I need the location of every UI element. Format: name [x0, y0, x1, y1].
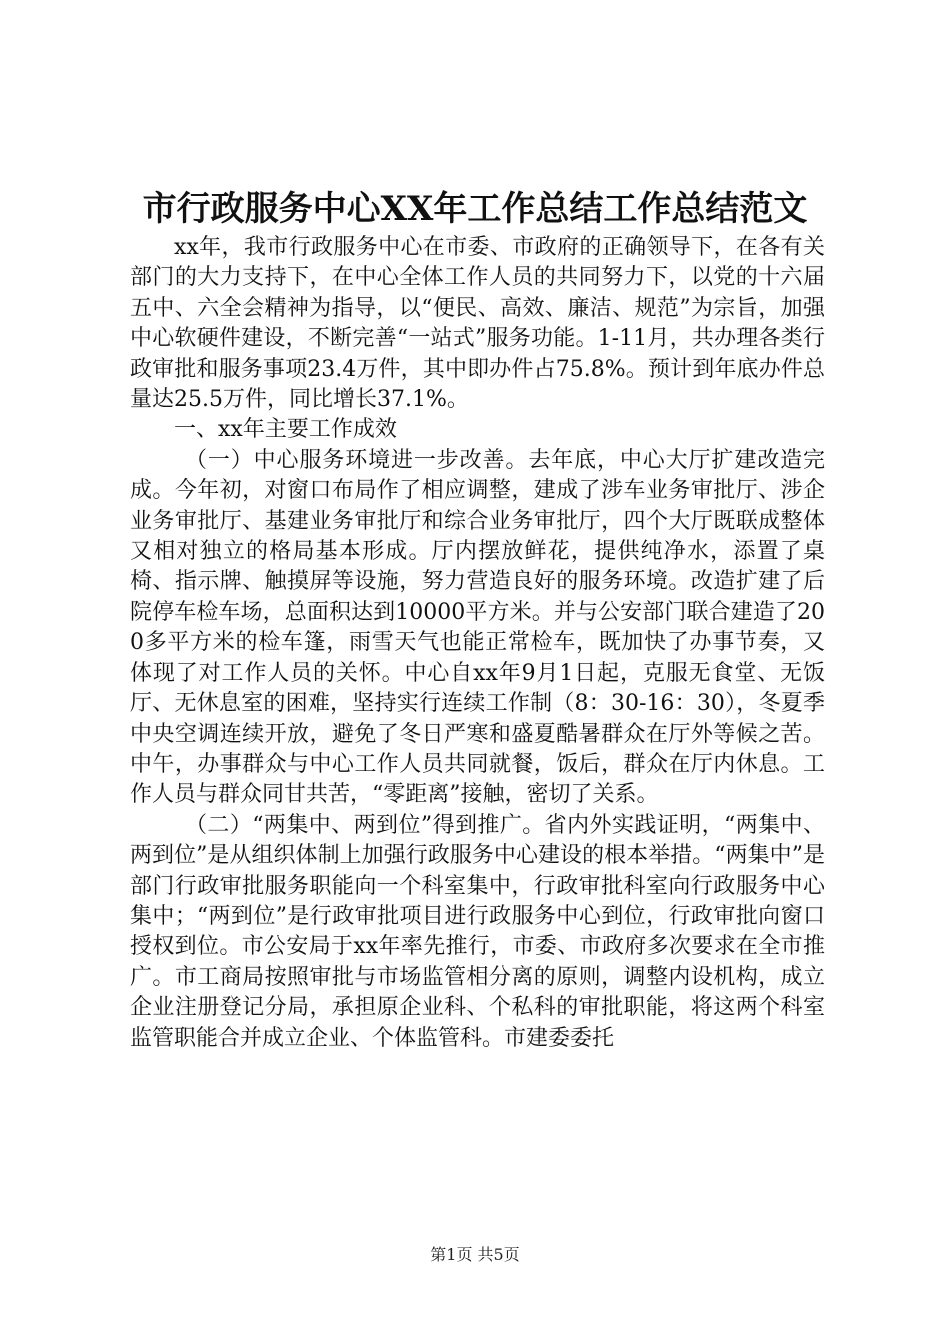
document-body [130, 233, 825, 1054]
section-heading: 一、xx年主要工作成效 [174, 417, 397, 443]
page-footer: 第1页 共5页 [430, 1245, 520, 1264]
document-title: 市行政服务中心XX年工作总结工作总结范文 [142, 189, 808, 229]
paragraph-environment: （一）中心服务环境进一步改善。去年底，中心大厅扩建改造完成。今年初，对窗口布局作了相应调整，建成了涉车业务审批厅、涉企业务审批厅、基建业务审批厅和综合业务审批厅，四个大厅既联成整体又相对独立的格局基本形成。厅内摆放鲜花，提供纯净水，添置了桌椅、指示牌、触摸屏等设施，努力营造良好的服务环境。改造扩建了后院停车检车场，总面积达到10000平方米。并与公安部门联合建造了200多平方米的检车篷，雨雪天气也能正常检车，既加快了办事节奏，又体现了对工作人员的关怀。中心自xx年9月1日起，克服无食堂、无饭厅、无休息室的困难，坚持实行连续工作制（8：30-16：30），冬夏季中央空调连续开放，避免了冬日严寒和盛夏酷暑群众在厅外等候之苦。中午，办事群众与中心工作人员共同就餐，饭后，群众在厅内休息。工作人员与群众同甘共苦，“零距离”接触，密切了关系。 [130, 447, 825, 808]
paragraph-two-centralizations: （二）“两集中、两到位”得到推广。省内外实践证明，“两集中、两到位”是从组织体制上加强行政服务中心建设的根本举措。“两集中”是部门行政审批服务职能向一个科室集中，行政审批科室向行政服务中心集中；“两到位”是行政审批项目进行政服务中心到位，行政审批向窗口授权到位。市公安局于xx年率先推行，市委、市政府多次要求在全市推广。市工商局按照审批与市场监管相分离的原则，调整内设机构，成立企业注册登记分局，承担原企业科、个私科的审批职能，将这两个科室监管职能合并成立企业、个体监管科。市建委委托 [130, 812, 825, 1051]
paragraph-intro: xx年，我市行政服务中心在市委、市政府的正确领导下，在各有关部门的大力支持下，在中心全体工作人员的共同努力下，以党的十六届五中、六全会精神为指导，以“便民、高效、廉洁、规范”为宗旨，加强中心软硬件建设，不断完善“一站式”服务功能。1-11月，共办理各类行政审批和服务事项23.4万件，其中即办件占75.8%。预计到年底办件总量达25.5万件，同比增长37.1%。 [130, 235, 825, 413]
